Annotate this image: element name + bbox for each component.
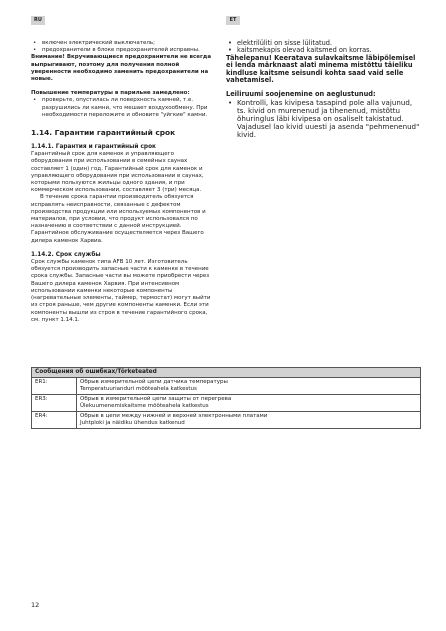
russian-column — [31, 40, 214, 324]
service-life-paragraph: Срок службы каменок типа AFB 10 лет. Изготовитель обязуется производить запасные части к каменке в течение срока службы. Запасные части вы можете приобрести через Вашего дилера каменок Харвия. При интенсивном использовании каменки некоторые компоненты (нагревательные элементы, таймер, термостат) могут выйти из строя раньше, чем другие компоненты каменки. Если эти компоненты вышли из строя в течение гарантийного срока, см. пункт 1.14.1. — [31, 259, 211, 323]
table-row — [32, 411, 421, 428]
ru-slow-heat-list — [31, 97, 214, 119]
subsection-title-service-life: 1.14.2. Срок службы — [31, 251, 101, 258]
error-text-et: Temperatuurianduri mõõteahela katkestus — [80, 385, 197, 392]
error-text-et: Juhtploki ja näidiku ühendus katkenud — [80, 419, 185, 426]
error-table-header: Сообщения об ошибках/Tõrketeated — [32, 368, 421, 378]
error-messages-table — [31, 367, 421, 429]
ru-slow-heat-title: Повышение температуры в парильне замедлено: — [31, 90, 190, 97]
page-number: 12 — [31, 601, 40, 609]
lang-tag-et: ET — [226, 16, 240, 25]
ru-warning: Внимание! Вкручивающиеся предохранители не всегда выпрыгивают, поэтому для получения полной уверенности необходимо заменить предохранители на новые. — [31, 54, 212, 83]
error-code: ER3: — [32, 394, 77, 411]
warranty-paragraph-2: В течение срока гарантии производитель обязуется исправлять неисправности, связанные с дефектом производства продукции или используемых компонентов и материалов, при условии, что продукт использовался по назначению в соответствии с данной инструкцией. Гарантийное обслуживание осуществляется через Вашего дилера каменок Харвиа. — [31, 194, 206, 244]
error-text-ru: Обрыв в измерительной цепи защиты от перегрева — [80, 396, 232, 402]
subsection-title-warranty: 1.14.1. Гарантия и гарантийный срок — [31, 144, 156, 151]
error-code: ER1: — [32, 377, 77, 394]
list-item: • предохранители в блоке предохранителей исправны. — [31, 47, 214, 54]
error-text-et: Ülekuumenemiskaitsme mõõteahela katkestus — [80, 402, 209, 409]
et-check-list — [226, 40, 421, 55]
error-description — [77, 411, 421, 428]
lang-tag-ru: RU — [31, 16, 45, 25]
et-warning: Tähelepanu! Keeratava sulavkaitsme läbipõlemisel ei lenda märknaast alati minema mistõttu täieliku kindluse kaitsme seisundi kohta saad vaid selle vahetamisel. — [226, 53, 416, 85]
error-code: ER4: — [32, 411, 77, 428]
list-item: • elektrilüliti on sisse lülitatud. — [226, 40, 421, 47]
table-row — [32, 394, 421, 411]
error-text-ru: Обрыв в цепи между нижней и верхней электронными платами — [80, 413, 268, 419]
list-item: • Kontrolli, kas kivipesa tasapind pole alla vajunud, ts. kivid on murenenud ja tihenenud, mistõttu õhuringlus läbi kivipesa on osaliselt takistatud. Vajadusel lao kivid uuesti ja asenda "pehmenenud" kivid. — [226, 99, 421, 139]
ru-check-list — [31, 40, 214, 54]
list-item: • проверьте, опустилась ли поверхность камней, т.е. разрушились ли камни, что мешает воздухообмену. При необходимости переложите и обновите "уйгкие" камни. — [31, 97, 214, 119]
error-description — [77, 377, 421, 394]
table-row — [32, 377, 421, 394]
et-slow-heat-title: Leiliruumi soojenemine on aeglustunud: — [226, 90, 376, 99]
list-item: • kaitsmekapis olevad kaitsmed on korras. — [226, 47, 421, 54]
error-description — [77, 394, 421, 411]
list-item: • включен электрический выключатель; — [31, 40, 214, 47]
et-slow-heat-list — [226, 99, 421, 139]
estonian-column — [226, 40, 421, 139]
error-text-ru: Обрыв измерительной цепи датчика температуры — [80, 379, 228, 385]
section-title: 1.14. Гарантии гарантийный срок — [31, 128, 176, 138]
warranty-paragraph-1: Гарантийный срок для каменок и управляющего оборудования при использовании в семейных саунах составляет 1 (один) год. Гарантийный срок для каменок и управляющего оборудования при использовании в саунах, которыми пользуются жильцы одного здания, и при коммерческом использовании, составляет 3 (три) месяца. — [31, 151, 204, 194]
